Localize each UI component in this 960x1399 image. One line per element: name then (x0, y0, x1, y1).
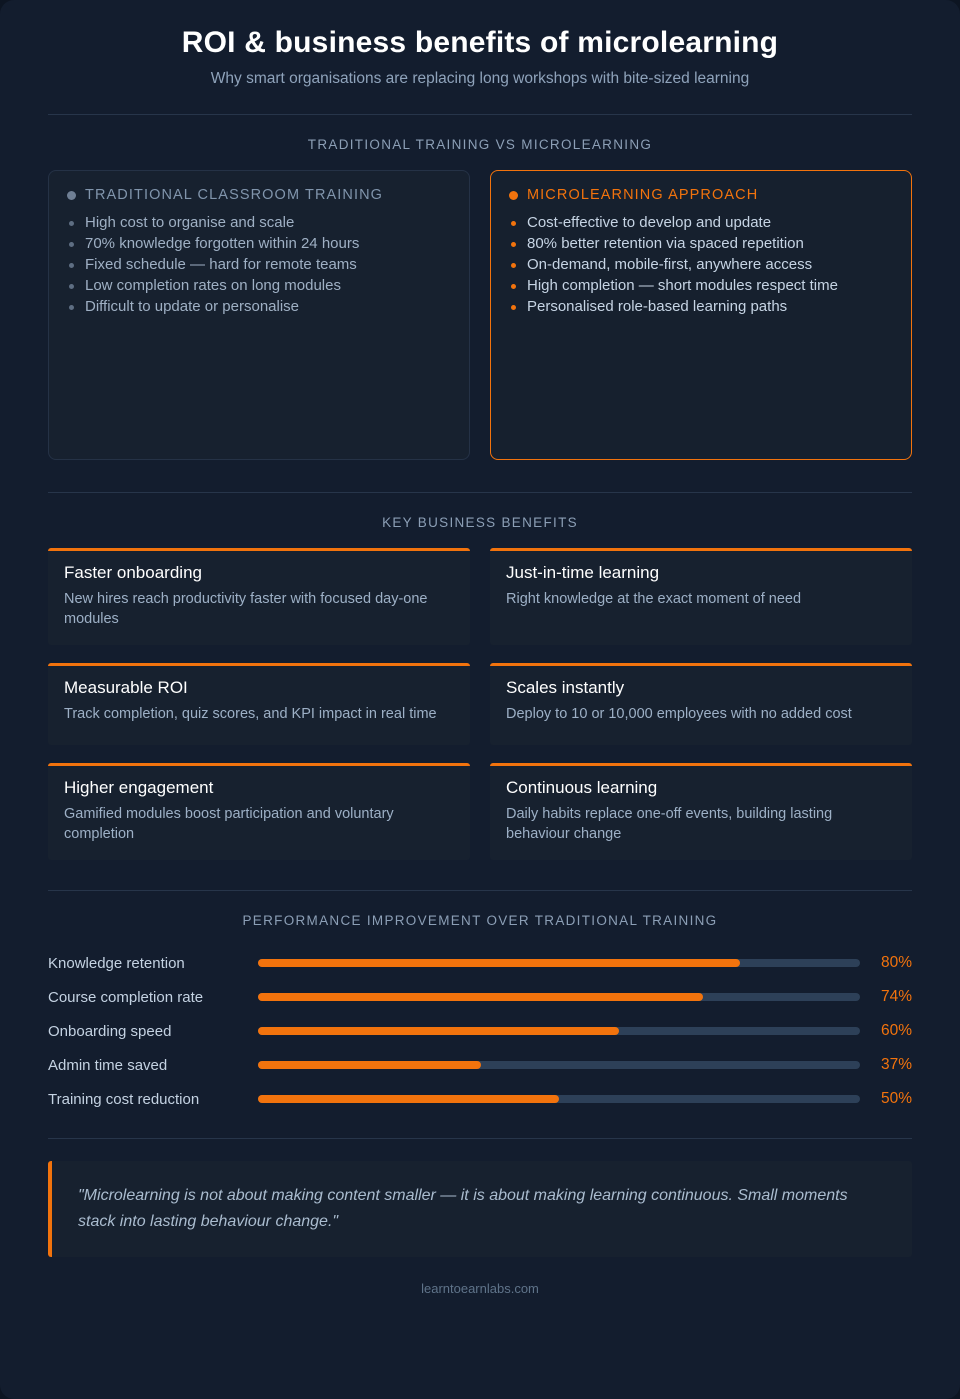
bar-value: 60% (880, 1022, 912, 1039)
bar-fill (258, 1061, 481, 1069)
benefit-title: Faster onboarding (64, 563, 202, 582)
bar-fill (258, 993, 703, 1001)
bar-label: Admin time saved (48, 1056, 168, 1074)
benefit-text: New hires reach productivity faster with focused day-one modules (64, 591, 428, 627)
benefit-title: Just-in-time learning (506, 563, 660, 582)
list-item: Fixed schedule — hard for remote teams (67, 255, 451, 275)
benefit-card (490, 548, 912, 645)
list-item: High completion — short modules respect time (509, 276, 893, 296)
page-title: ROI & business benefits of microlearning (181, 26, 779, 59)
bar-row (48, 1082, 912, 1116)
benefit-text: Gamified modules boost participation and voluntary completion (64, 806, 394, 842)
list-item: Cost-effective to develop and update (509, 213, 893, 233)
bar-row (48, 1014, 912, 1048)
section-label-benefits: KEY BUSINESS BENEFITS (382, 515, 578, 530)
bar-label: Knowledge retention (48, 954, 185, 972)
card-traditional-list (67, 213, 451, 317)
benefit-text: Right knowledge at the exact moment of need (506, 591, 802, 607)
bullet-dot-icon (67, 191, 76, 200)
list-item: Difficult to update or personalise (67, 297, 451, 317)
list-item: On-demand, mobile-first, anywhere access (509, 255, 893, 275)
benefit-card (490, 763, 912, 860)
page-header (48, 0, 912, 88)
card-microlearning-title: MICROLEARNING APPROACH (527, 187, 759, 203)
bar-track (258, 1061, 860, 1069)
bar-label: Onboarding speed (48, 1022, 172, 1040)
benefits-section (48, 548, 912, 860)
benefit-card (48, 663, 470, 745)
benefit-text: Track completion, quiz scores, and KPI impact in real time (64, 706, 437, 722)
bar-value: 50% (880, 1090, 912, 1107)
quote-text: "Microlearning is not about making content smaller — it is about making learning continuous. Small moments stack into lasting behaviour change." (78, 1187, 848, 1230)
bar-track (258, 993, 860, 1001)
bar-label: Training cost reduction (48, 1090, 200, 1108)
benefit-text: Deploy to 10 or 10,000 employees with no added cost (506, 706, 852, 722)
card-traditional (48, 170, 470, 460)
bullet-dot-icon (509, 191, 518, 200)
benefit-title: Higher engagement (64, 778, 214, 797)
bar-fill (258, 1027, 619, 1035)
quote-block (48, 1161, 912, 1257)
card-microlearning (490, 170, 912, 460)
bar-row (48, 980, 912, 1014)
bar-label: Course completion rate (48, 988, 204, 1006)
list-item: 80% better retention via spaced repetition (509, 234, 893, 254)
page-subtitle: Why smart organisations are replacing long workshops with bite-sized learning (210, 70, 750, 87)
bar-track (258, 1095, 860, 1103)
benefit-card (490, 663, 912, 745)
card-microlearning-header (509, 187, 893, 203)
benefit-title: Continuous learning (506, 778, 658, 797)
card-traditional-header (67, 187, 451, 203)
benefit-title: Measurable ROI (64, 678, 188, 697)
bar-fill (258, 1095, 559, 1103)
section-label-compare: TRADITIONAL TRAINING VS MICROLEARNING (307, 137, 653, 152)
bar-row (48, 1048, 912, 1082)
card-microlearning-list (509, 213, 893, 317)
card-traditional-title: TRADITIONAL CLASSROOM TRAINING (85, 187, 384, 203)
list-item: Personalised role-based learning paths (509, 297, 893, 317)
divider-performance (48, 890, 912, 891)
bar-track (258, 1027, 860, 1035)
bar-value: 80% (880, 954, 912, 971)
performance-bar-chart (48, 946, 912, 1116)
benefit-text: Daily habits replace one-off events, building lasting behaviour change (506, 806, 833, 842)
divider-quote (48, 1138, 912, 1139)
list-item: Low completion rates on long modules (67, 276, 451, 296)
footer-source: learntoearnlabs.com (421, 1281, 539, 1296)
list-item: 70% knowledge forgotten within 24 hours (67, 234, 451, 254)
divider-benefits (48, 492, 912, 493)
benefit-title: Scales instantly (506, 678, 625, 697)
bar-value: 37% (880, 1056, 912, 1073)
list-item: High cost to organise and scale (67, 213, 451, 233)
section-label-performance: PERFORMANCE IMPROVEMENT OVER TRADITIONAL TRAINING (242, 913, 718, 928)
bar-value: 74% (880, 988, 912, 1005)
bar-track (258, 959, 860, 967)
divider-top (48, 114, 912, 115)
bar-fill (258, 959, 740, 967)
benefit-card (48, 548, 470, 645)
benefit-card (48, 763, 470, 860)
bar-row (48, 946, 912, 980)
comparison-section (48, 170, 912, 460)
